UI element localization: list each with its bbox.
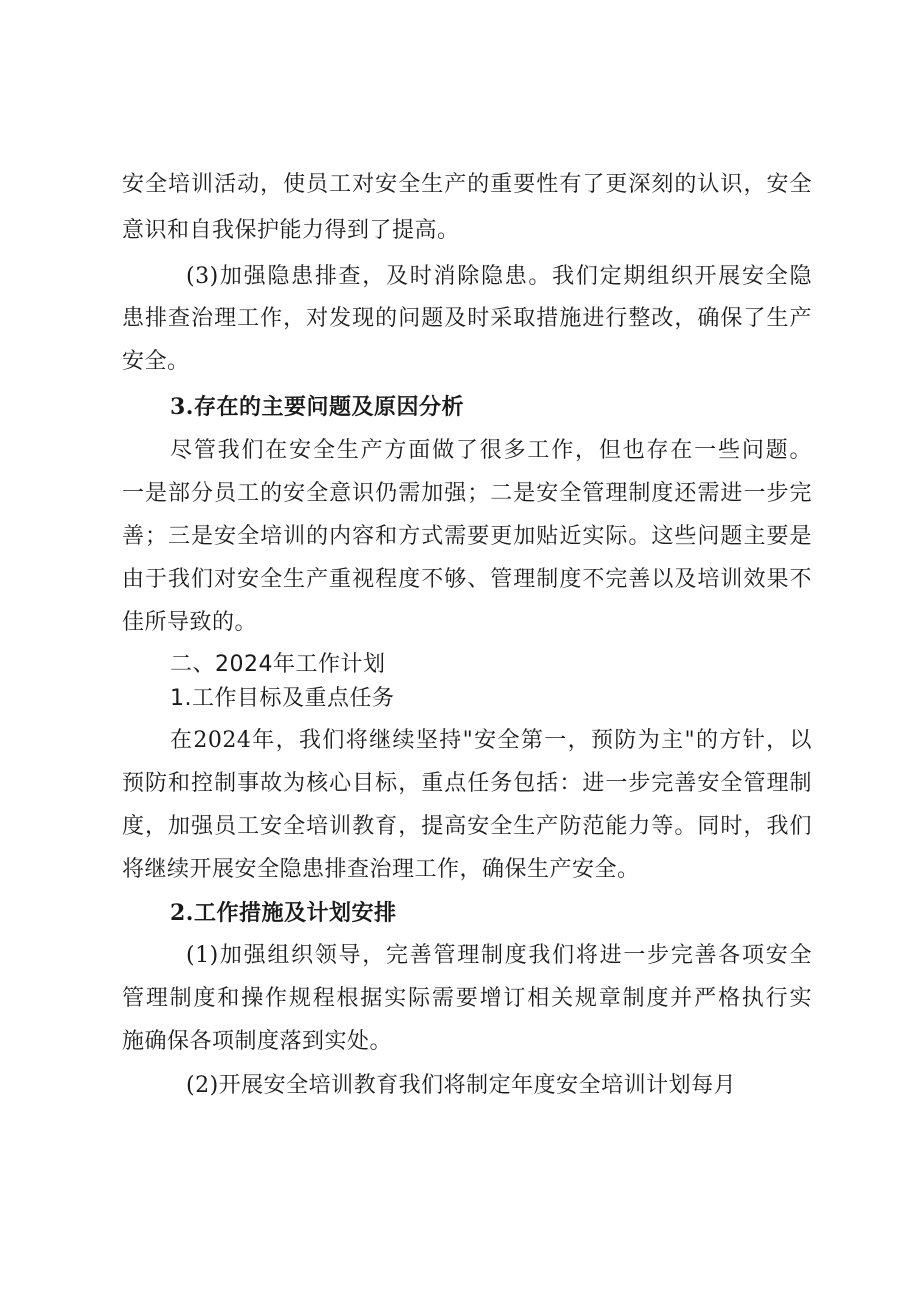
paragraph-line: 一是部分员工的安全意识仍需加强；二是安全管理制度还需进一步完: [122, 481, 812, 506]
paragraph-line: 预防和控制事故为核心目标，重点任务包括：进一步完善安全管理制: [122, 771, 812, 796]
chapter-heading: 二、2024年工作计划: [170, 652, 386, 677]
paragraph-line: 佳所导致的。: [122, 610, 258, 635]
paragraph-line: (3)加强隐患排查，及时消除隐患。我们定期组织开展安全隐: [186, 264, 812, 289]
paragraph-line: 安全培训活动，使员工对安全生产的重要性有了更深刻的认识，安全: [122, 172, 812, 197]
paragraph-line: 管理制度和操作规程根据实际需要增订相关规章制度并严格执行实: [122, 986, 812, 1011]
paragraph-line: 将继续开展安全隐患排查治理工作，确保生产安全。: [122, 857, 640, 882]
section-heading: 1.工作目标及重点任务: [170, 686, 395, 711]
paragraph-line: 度，加强员工安全培训教育，提高安全生产防范能力等。同时，我们: [122, 814, 812, 839]
paragraph-line: 尽管我们在安全生产方面做了很多工作，但也存在一些问题。: [170, 438, 812, 463]
paragraph-line: (2)开展安全培训教育我们将制定年度安全培训计划每月: [186, 1073, 737, 1098]
paragraph-line: (1)加强组织领导，完善管理制度我们将进一步完善各项安全: [186, 943, 812, 968]
paragraph-line: 施确保各项制度落到实处。: [122, 1029, 393, 1054]
paragraph-line: 安全。: [122, 349, 190, 374]
section-heading: 2.工作措施及计划安排: [170, 900, 397, 926]
paragraph-line: 在2024年，我们将继续坚持"安全第一，预防为主"的方针，以: [170, 728, 812, 753]
paragraph-line: 患排查治理工作，对发现的问题及时采取措施进行整改，确保了生产: [122, 306, 812, 331]
paragraph-line: 意识和自我保护能力得到了提高。: [122, 218, 460, 243]
paragraph-line: 由于我们对安全生产重视程度不够、管理制度不完善以及培训效果不: [122, 567, 812, 592]
section-heading: 3.存在的主要问题及原因分析: [170, 394, 464, 420]
paragraph-line: 善；三是安全培训的内容和方式需要更加贴近实际。这些问题主要是: [122, 524, 812, 549]
